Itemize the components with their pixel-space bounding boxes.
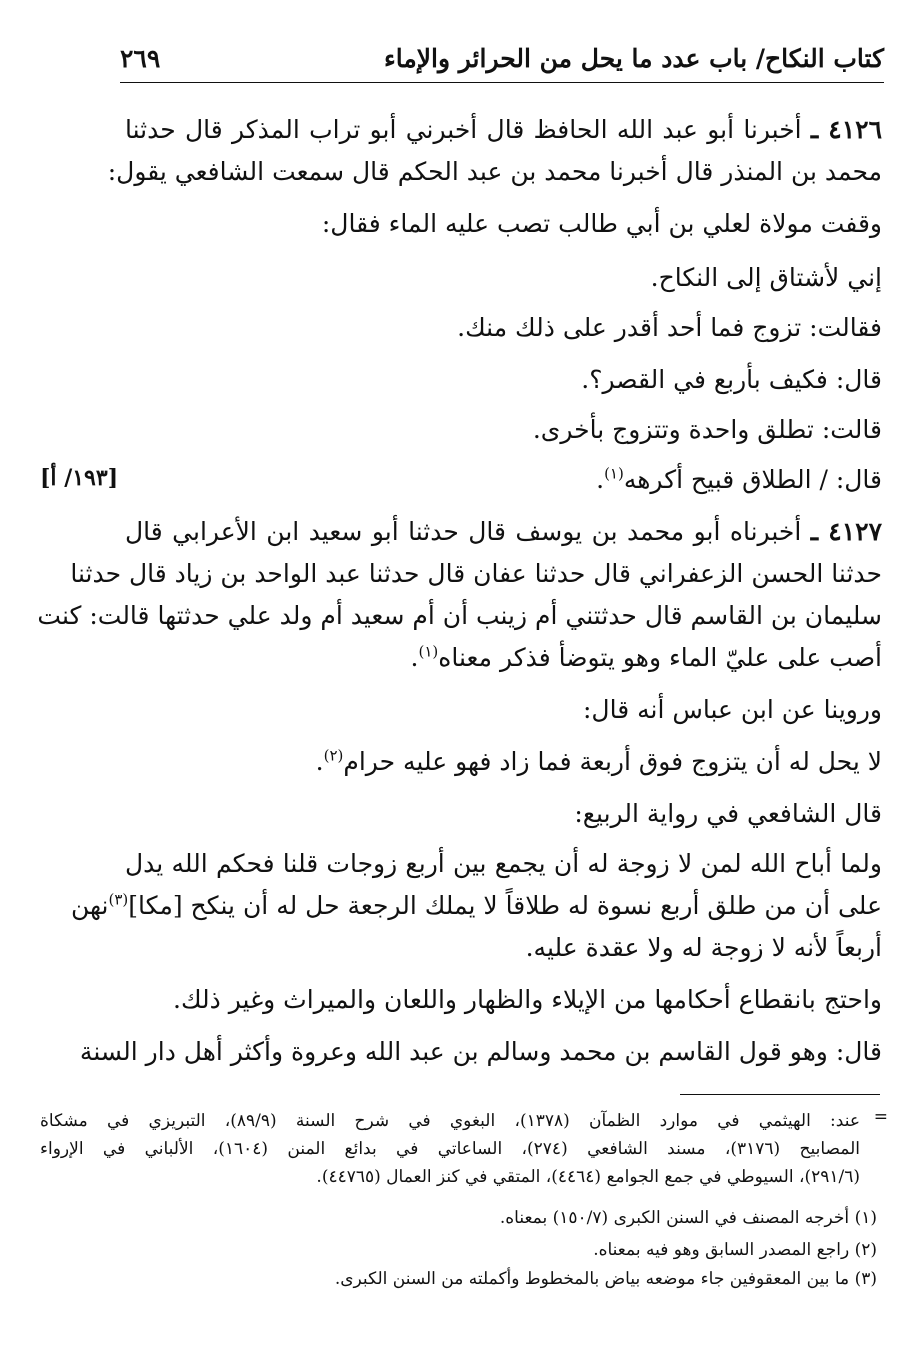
- chapter-title: كتاب النكاح/ باب عدد ما يحل من الحرائر والإماء: [384, 44, 884, 73]
- text-line: أربعاً لأنه لا زوجة له ولا عقدة عليه.: [525, 933, 882, 962]
- text-line: إني لأشتاق إلى النكاح.: [650, 263, 882, 292]
- manuscript-folio-ref: [١٩٣/ أ]: [40, 465, 119, 491]
- text-line: قال الشافعي في رواية الربيع:: [574, 799, 882, 828]
- text-line: سليمان بن القاسم قال حدثتني أم زينب أن أم سعيد أم ولد علي حدثتها قالت: كنت: [37, 601, 882, 630]
- footnote-marker: (١): [604, 464, 624, 483]
- text-line: ولما أباح الله لمن لا زوجة له أن يجمع بين أربع زوجات قلنا فحكم الله يدل: [125, 849, 882, 878]
- text-line: فقالت: تزوج فما أحد أقدر على ذلك منك.: [457, 313, 882, 342]
- hadith-number: ٤١٢٦ ـ: [810, 115, 883, 144]
- text-line: ٤١٢٦ ـ أخبرنا أبو عبد الله الحافظ قال أخبرني أبو تراب المذكر قال حدثنا: [125, 115, 883, 144]
- text-line: أصب على عليّ الماء وهو يتوضأ فذكر معناه$^{(١)}$.: [410, 642, 882, 672]
- footnote-marker: (٢): [323, 746, 344, 765]
- text-line: قال: فكيف بأربع في القصر؟.: [581, 365, 882, 394]
- footnote-marker: (٣): [108, 890, 129, 909]
- footnote-line: المصابيح (٣١٧٦)، مسند الشافعي (٢٧٤)، الساعاتي في بدائع المنن (١٦٠٤)، الألباني في الإرواء: [40, 1139, 860, 1159]
- text-line: قالت: تطلق واحدة وتتزوج بأخرى.: [532, 415, 882, 444]
- footnote-1: (١) أخرجه المصنف في السنن الكبرى (١٥٠/٧) بمعناه.: [499, 1208, 877, 1228]
- text-line: على أن من طلق أربع نسوة له طلاقاً لا يملك الرجعة حل له أن ينكح [مكا]$^{(٣)}$نهن: [70, 890, 882, 920]
- footnote-line: عند: الهيثمي في موارد الظمآن (١٣٧٨)، البغوي في شرح السنة (٨٩/٩)، التبريزي في مشكاة: [40, 1111, 860, 1131]
- text-line: محمد بن المنذر قال أخبرنا محمد بن عبد الحكم قال سمعت الشافعي يقول:: [107, 157, 882, 186]
- text-line: لا يحل له أن يتزوج فوق أربعة فما زاد فهو عليه حرام$^{(٢)}$.: [315, 746, 882, 776]
- text-line: حدثنا الحسن الزعفراني قال حدثنا عفان قال حدثنا عبد الواحد بن زياد قال حدثنا: [70, 559, 882, 588]
- page-number: ٢٦٩: [120, 44, 161, 73]
- continuation-mark: =: [873, 1107, 888, 1127]
- footnote-marker: (١): [418, 642, 439, 661]
- footnote-3: (٣) ما بين المعقوفين جاء موضعه بياض بالمخطوط وأكملته من السنن الكبرى.: [334, 1269, 877, 1289]
- footnote-separator: [680, 1094, 880, 1095]
- text-line: واحتج بانقطاع أحكامها من الإيلاء والظهار واللعان والميراث وغير ذلك.: [173, 985, 882, 1014]
- text-line: وروينا عن ابن عباس أنه قال:: [582, 695, 882, 724]
- text-line: قال: وهو قول القاسم بن محمد وسالم بن عبد الله وعروة وأكثر أهل دار السنة: [79, 1037, 882, 1066]
- footnote-2: (٢) راجع المصدر السابق وهو فيه بمعناه.: [593, 1240, 877, 1260]
- footnote-line: (٢٩١/٦)، السيوطي في جمع الجوامع (٤٤٦٤)، المتقي في كنز العمال (٤٤٧٦٥).: [316, 1167, 860, 1187]
- running-header: [120, 38, 884, 83]
- hadith-number: ٤١٢٧ ـ: [810, 517, 883, 546]
- text-line: قال: / الطلاق قبيح أكرهه$^{(١)}$.: [596, 464, 882, 494]
- text-line: وقفت مولاة لعلي بن أبي طالب تصب عليه الماء فقال:: [321, 209, 882, 238]
- text-line: ٤١٢٧ ـ أخبرناه أبو محمد بن يوسف قال حدثنا أبو سعيد ابن الأعرابي قال: [125, 517, 883, 546]
